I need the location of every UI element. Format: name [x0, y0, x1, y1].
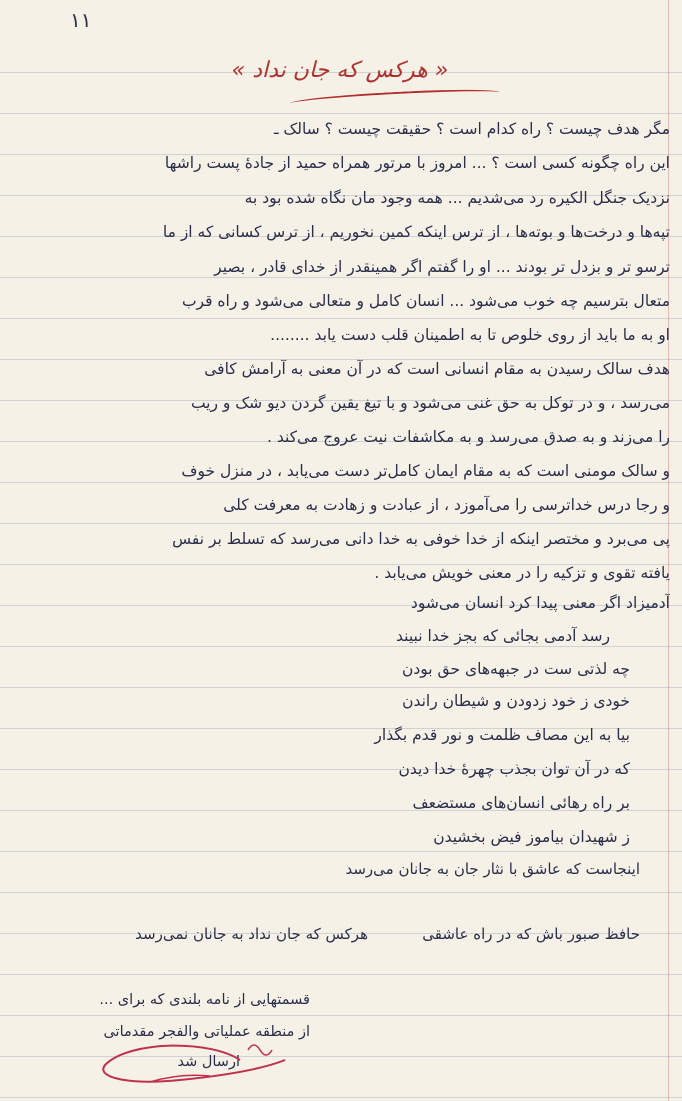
- body-line: هدف سالک رسیدن به مقام انسانی است که در آن معنی به آرامش کافی: [204, 360, 670, 378]
- body-line: ترسو تر و بزدل تر بودند ... او را گفتم اگر همینقدر از خدای قادر ، بصیر: [214, 258, 670, 276]
- poem-line: ز شهیدان بیاموز فیض بخشیدن: [433, 828, 630, 846]
- letter-title: « هرکس که جان نداد »: [231, 58, 449, 83]
- page-number: ۱۱: [70, 8, 92, 32]
- poem-line: بر راه رهائی انسان‌های مستضعف: [412, 794, 630, 812]
- body-line: این راه چگونه کسی است ؟ ... امروز با مرتور همراه حمید از جادهٔ پست راشها: [164, 154, 670, 172]
- title-underline: [290, 87, 500, 110]
- body-line: متعال بترسیم چه خوب می‌شود ... انسان کامل و متعالی می‌شود و راه قرب: [181, 292, 670, 310]
- note-line: قسمتهایی از نامه بلندی که برای ...: [99, 992, 310, 1008]
- body-line: را می‌زند و به صدق می‌رسد و به مکاشفات نیت عروج می‌کند .: [266, 428, 670, 446]
- body-line: می‌رسد ، و در توکل به حق غنی می‌شود و با تیغ یقین گردن دیو شک و ریب: [190, 394, 670, 412]
- body-line: او به ما باید از روی خلوص تا به اطمینان قلب دست یابد ........: [270, 326, 670, 344]
- body-line: نزدیک جنگل الکیره رد می‌شدیم ... همه وجود مان نگاه شده بود به: [244, 189, 670, 207]
- signature-flourish-drawing: [90, 1020, 300, 1090]
- poem-closing: اینجاست که عاشق با نثار جان به جانان می‌رسد: [345, 860, 640, 878]
- body-line: یافته تقوی و تزکیه را در معنی خویش می‌یابد .: [374, 564, 670, 582]
- poem-line: بیا به این مصاف ظلمت و نور قدم بگذار: [374, 726, 630, 744]
- body-line: تپه‌ها و درخت‌ها و بوته‌ها ، از ترس اینکه کمین نخوریم ، از ترس کسانی که از ما: [162, 223, 670, 241]
- body-line: و رجا درس خداترسی را می‌آموزد ، از عبادت و زهادت به معرفت کلی: [223, 496, 670, 514]
- signature-flourish: [90, 1020, 300, 1090]
- body-line: آدمیزاد اگر معنی پیدا کرد انسان می‌شود: [410, 594, 670, 612]
- poem-line: خودی ز خود زدودن و شیطان راندن: [402, 692, 630, 710]
- body-line: و سالک مومنی است که به مقام ایمان کامل‌تر دست می‌یابد ، در منزل خوف: [181, 462, 670, 480]
- couplet-left: هرکس که جان نداد به جانان نمی‌رسد: [135, 925, 368, 943]
- poem-line: که در آن توان بجذب چهرهٔ خدا دیدن: [398, 760, 630, 778]
- couplet-right: حافظ صبور باش که در راه عاشقی: [422, 925, 640, 943]
- body-line: پی می‌برد و مختصر اینکه از خدا خوفی به خدا دانی می‌رسد که تسلط بر نفس: [172, 530, 670, 548]
- poem-line: چه لذتی ست در جبهه‌های حق بودن: [402, 660, 630, 678]
- body-line: مگر هدف چیست ؟ راه کدام است ؟ حقیقت چیست ؟ سالک ـ: [273, 120, 670, 138]
- note-line: ارسال شد: [177, 1054, 240, 1070]
- note-line: از منطقه عملیاتی والفجر مقدماتی: [103, 1024, 310, 1040]
- verse-line: رسد آدمی بجائی که بجز خدا نبیند: [396, 627, 610, 645]
